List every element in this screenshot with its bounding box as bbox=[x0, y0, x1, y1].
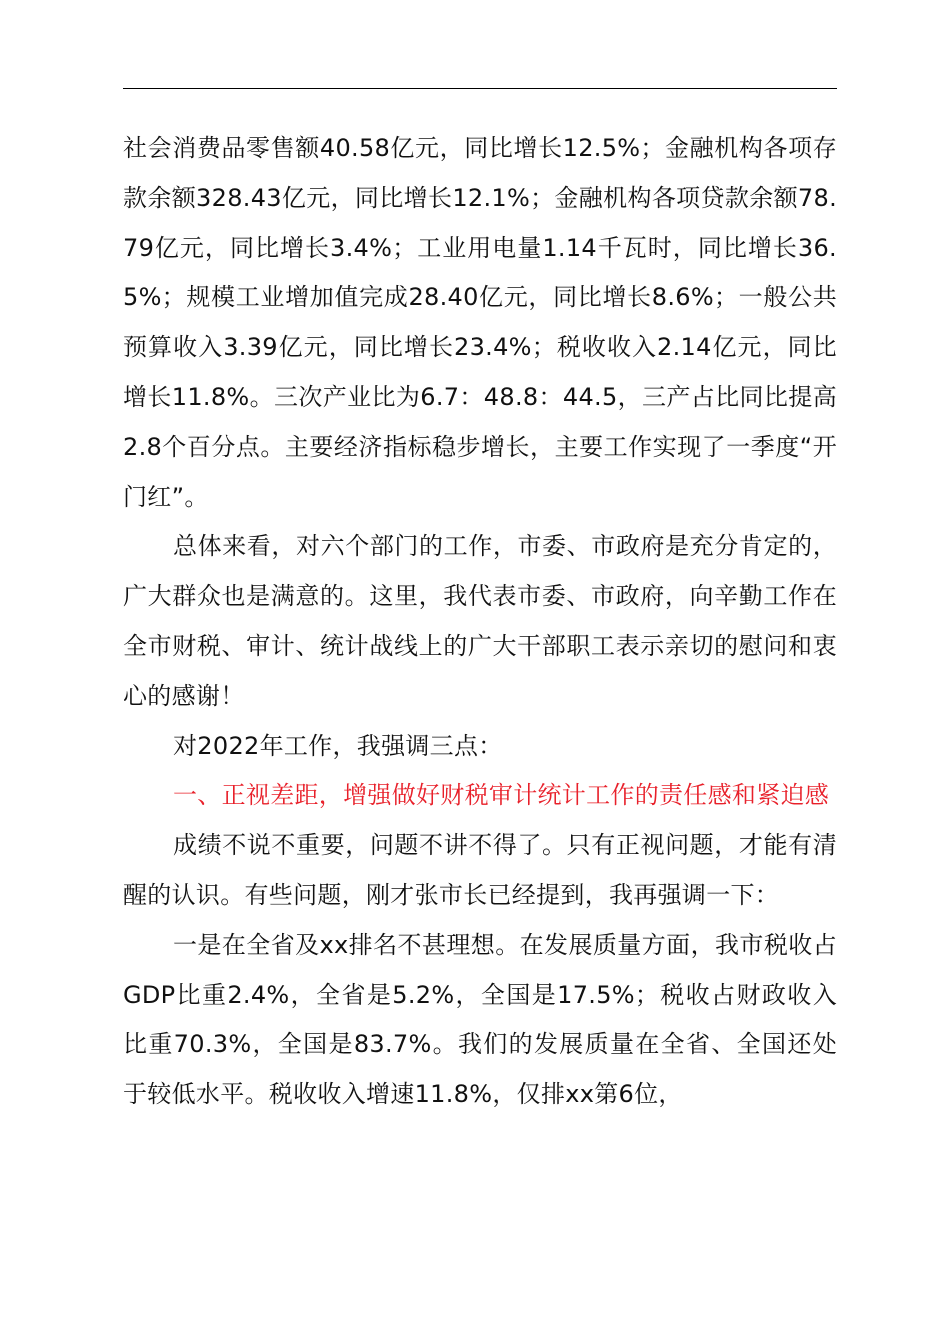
paragraph-ranking: 一是在全省及xx排名不甚理想。在发展质量方面，我市税收占GDP比重2.4%，全省是5.2%，全国是17.5%；税收占财政收入比重70.3%，全国是83.7%。我们的发展质量在全省、全国还处于较低水平。税收收入增速11.8%，仅排xx第6位， bbox=[123, 930, 837, 1109]
paragraph-overall-assessment: 总体来看，对六个部门的工作，市委、市政府是充分肯定的，广大群众也是满意的。这里，我代表市委、市政府，向辛勤工作在全市财税、审计、统计战线上的广大干部职工表示亲切的慰问和衷心的感谢！ bbox=[123, 532, 837, 710]
header-divider bbox=[123, 88, 837, 89]
paragraph-face-problems: 成绩不说不重要，问题不讲不得了。只有正视问题，才能有清醒的认识。有些问题，刚才张市长已经提到，我再强调一下： bbox=[123, 831, 837, 909]
document-body bbox=[123, 124, 837, 1120]
section-heading-1: 一、正视差距，增强做好财税审计统计工作的责任感和紧迫感 bbox=[173, 781, 830, 810]
paragraph-three-points-intro: 对2022年工作，我强调三点： bbox=[173, 731, 503, 760]
paragraph-economic-indicators: 社会消费品零售额40.58亿元，同比增长12.5%；金融机构各项存款余额328.43亿元，同比增长12.1%；金融机构各项贷款余额78.79亿元，同比增长3.4%；工业用电量1.14千瓦时，同比增长36.5%；规模工业增加值完成28.40亿元，同比增长8.6%；一般公共预算收入3.39亿元，同比增长23.4%；税收收入2.14亿元，同比增长11.8%。三次产业比为6.7：48.8：44.5，三产占比同比提高2.8个百分点。主要经济指标稳步增长，主要工作实现了一季度“开门红”。 bbox=[123, 134, 837, 511]
